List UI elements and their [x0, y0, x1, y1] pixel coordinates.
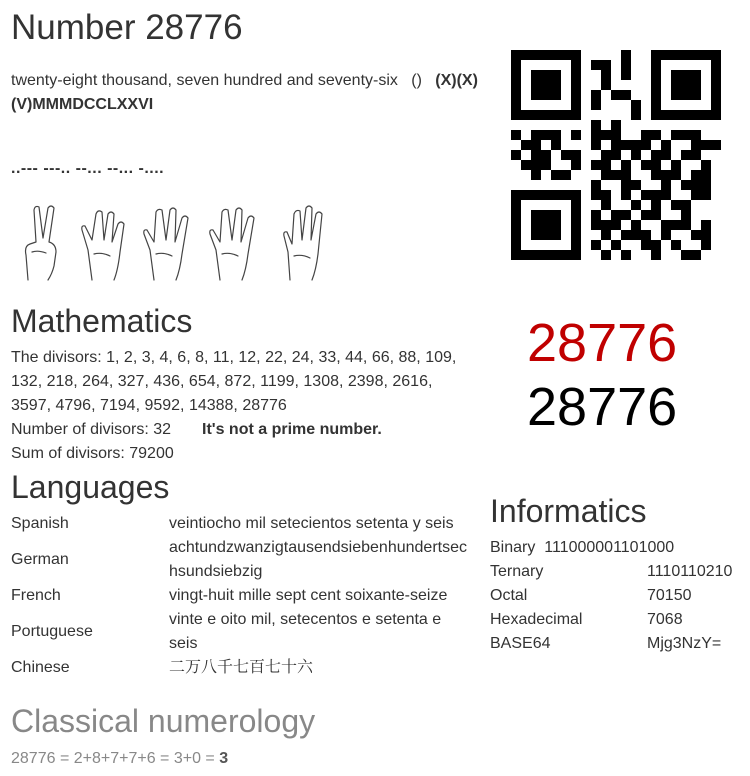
hand-sign-8: [82, 211, 124, 280]
words-parens: (): [411, 72, 422, 89]
hand-sign-2: [26, 206, 57, 280]
hand-sign-7: [144, 208, 188, 280]
number-in-words: [11, 69, 481, 117]
numerology-equation-text: 28776 = 2+8+7+7+6 = 3+0 =: [11, 750, 215, 767]
informatics-row: [490, 608, 732, 632]
sign-language-hands-icon: [18, 200, 338, 284]
informatics-key: BASE64: [490, 635, 551, 652]
language-name: Portuguese: [11, 623, 93, 640]
language-name: French: [11, 587, 61, 604]
language-value: 二万八千七百七十六: [169, 659, 314, 676]
language-value-text: vinte e oito mil, setecentos e setenta e seis: [169, 611, 442, 652]
prime-status: It's not a prime number.: [202, 421, 382, 438]
sum-of-divisors: Sum of divisors: 79200: [11, 445, 174, 462]
informatics-value: Mjg3NzY=: [647, 635, 722, 652]
language-name: Chinese: [11, 659, 70, 676]
qr-code-icon: [511, 50, 721, 260]
binary-value: 111000001101000: [544, 539, 675, 556]
languages-heading: Languages: [11, 469, 170, 505]
binary-label: Binary: [490, 539, 536, 556]
number-display-red: 28776: [527, 313, 678, 373]
language-name: German: [11, 551, 69, 568]
informatics-table: [490, 536, 732, 656]
informatics-row: [490, 632, 732, 656]
hand-sign-7b: [210, 208, 254, 280]
language-value: [169, 536, 471, 584]
mathematics-heading: Mathematics: [11, 303, 193, 339]
language-value: veintiocho mil setecientos setenta y seis: [169, 515, 454, 532]
numerology-heading: Classical numerology: [11, 703, 316, 739]
language-value: [169, 608, 471, 656]
language-value-text: achtundzwanzigtausendsiebenhundertsechsundsiebzig: [169, 539, 467, 580]
morse-code: ..--- ---.. --... --... -....: [11, 160, 165, 177]
hand-sign-6: [284, 206, 322, 280]
language-value: vingt-huit mille sept cent soixante-seize: [169, 587, 448, 604]
language-name: Spanish: [11, 515, 69, 532]
divisors-list: The divisors: 1, 2, 3, 4, 6, 8, 11, 12, 22, 24, 33, 44, 66, 88, 109, 132, 218, 264, 327, 436, 654, 872, 1199, 1308, 2398, 2616, 3597, 4796, 7194, 9592, 14388, 28776: [11, 349, 457, 414]
informatics-key: Octal: [490, 587, 528, 604]
informatics-row: [490, 536, 732, 560]
numerology-result: 3: [219, 750, 229, 767]
language-row: [11, 584, 471, 608]
number-display-black: 28776: [527, 377, 678, 437]
informatics-value: 1110110210: [647, 563, 733, 580]
language-row: [11, 536, 471, 584]
words-text: twenty-eight thousand, seven hundred and seventy-six: [11, 72, 398, 89]
informatics-heading: Informatics: [490, 493, 647, 529]
informatics-value: 7068: [647, 611, 683, 628]
informatics-value: 70150: [647, 587, 692, 604]
language-row: [11, 608, 471, 656]
language-row: [11, 656, 471, 680]
informatics-key: Hexadecimal: [490, 611, 583, 628]
informatics-key: Ternary: [490, 563, 544, 580]
roman-numeral: (X)(X)(V)MMMDCCLXXVI: [11, 72, 478, 113]
informatics-row: [490, 560, 732, 584]
languages-table: [11, 512, 471, 680]
language-row: [11, 512, 471, 536]
page-title: Number 28776: [11, 8, 243, 47]
numerology-equation: [11, 747, 228, 771]
number-of-divisors: Number of divisors: 32: [11, 421, 172, 438]
informatics-row: [490, 584, 732, 608]
binary-cell: [490, 536, 732, 560]
